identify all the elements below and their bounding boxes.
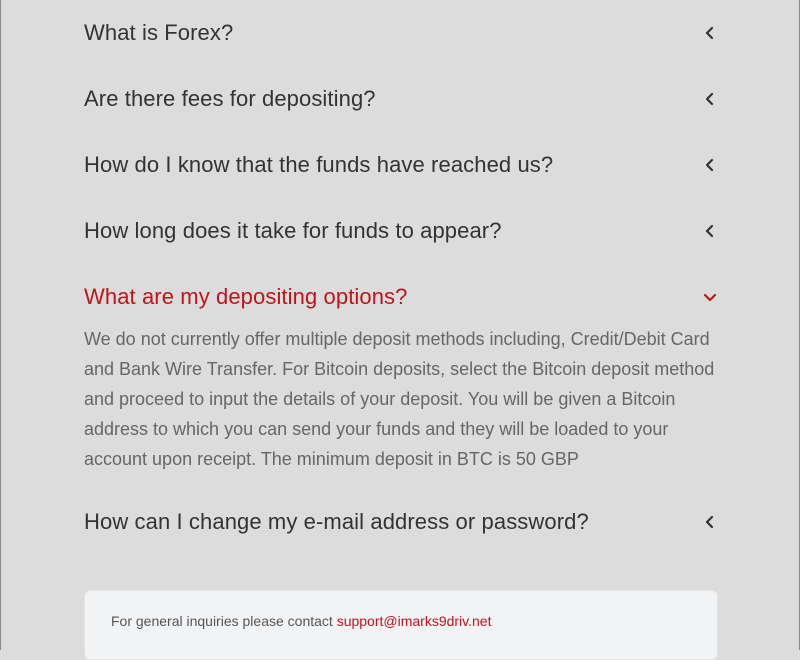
faq-question-fees-depositing[interactable] (84, 66, 720, 132)
chevron-left-icon (702, 223, 718, 239)
chevron-left-icon (702, 157, 718, 173)
chevron-down-icon (702, 289, 718, 305)
faq-item-fees-depositing (84, 66, 720, 132)
support-email-link[interactable]: support@imarks9driv.net (336, 613, 492, 629)
faq-item-change-email-password (84, 489, 720, 555)
faq-question-text: What is Forex? (84, 20, 234, 45)
faq-question-funds-reached[interactable] (84, 132, 720, 198)
faq-question-funds-appear[interactable] (84, 198, 720, 264)
faq-item-funds-reached (84, 132, 720, 198)
faq-item-funds-appear (84, 198, 720, 264)
chevron-left-icon (702, 91, 718, 107)
contact-prefix: For general inquiries please contact (111, 613, 337, 629)
faq-accordion (84, 0, 720, 555)
faq-question-text: How do I know that the funds have reached us? (84, 152, 554, 177)
faq-question-depositing-options[interactable] (84, 264, 720, 330)
faq-item-what-is-forex (84, 0, 720, 66)
faq-answer-depositing-options: We do not currently offer multiple deposit methods including, Credit/Debit Card and Bank Wire Transfer. For Bitcoin deposits, select the Bitcoin deposit method and proceed to input the details of your deposit. You will be given a Bitcoin address to which you can send your funds and they will be loaded to your account upon receipt. The minimum deposit in BTC is 50 GBP (84, 329, 715, 469)
faq-item-depositing-options (84, 264, 720, 489)
faq-question-text: How can I change my e-mail address or password? (84, 509, 589, 534)
faq-question-what-is-forex[interactable] (84, 0, 720, 66)
chevron-left-icon (702, 25, 718, 41)
faq-question-text: Are there fees for depositing? (84, 86, 376, 111)
chevron-left-icon (702, 514, 718, 530)
contact-text (111, 613, 491, 629)
faq-question-text: How long does it take for funds to appear? (84, 218, 502, 243)
faq-question-text: What are my depositing options? (84, 284, 408, 309)
faq-question-change-email-password[interactable] (84, 489, 720, 555)
